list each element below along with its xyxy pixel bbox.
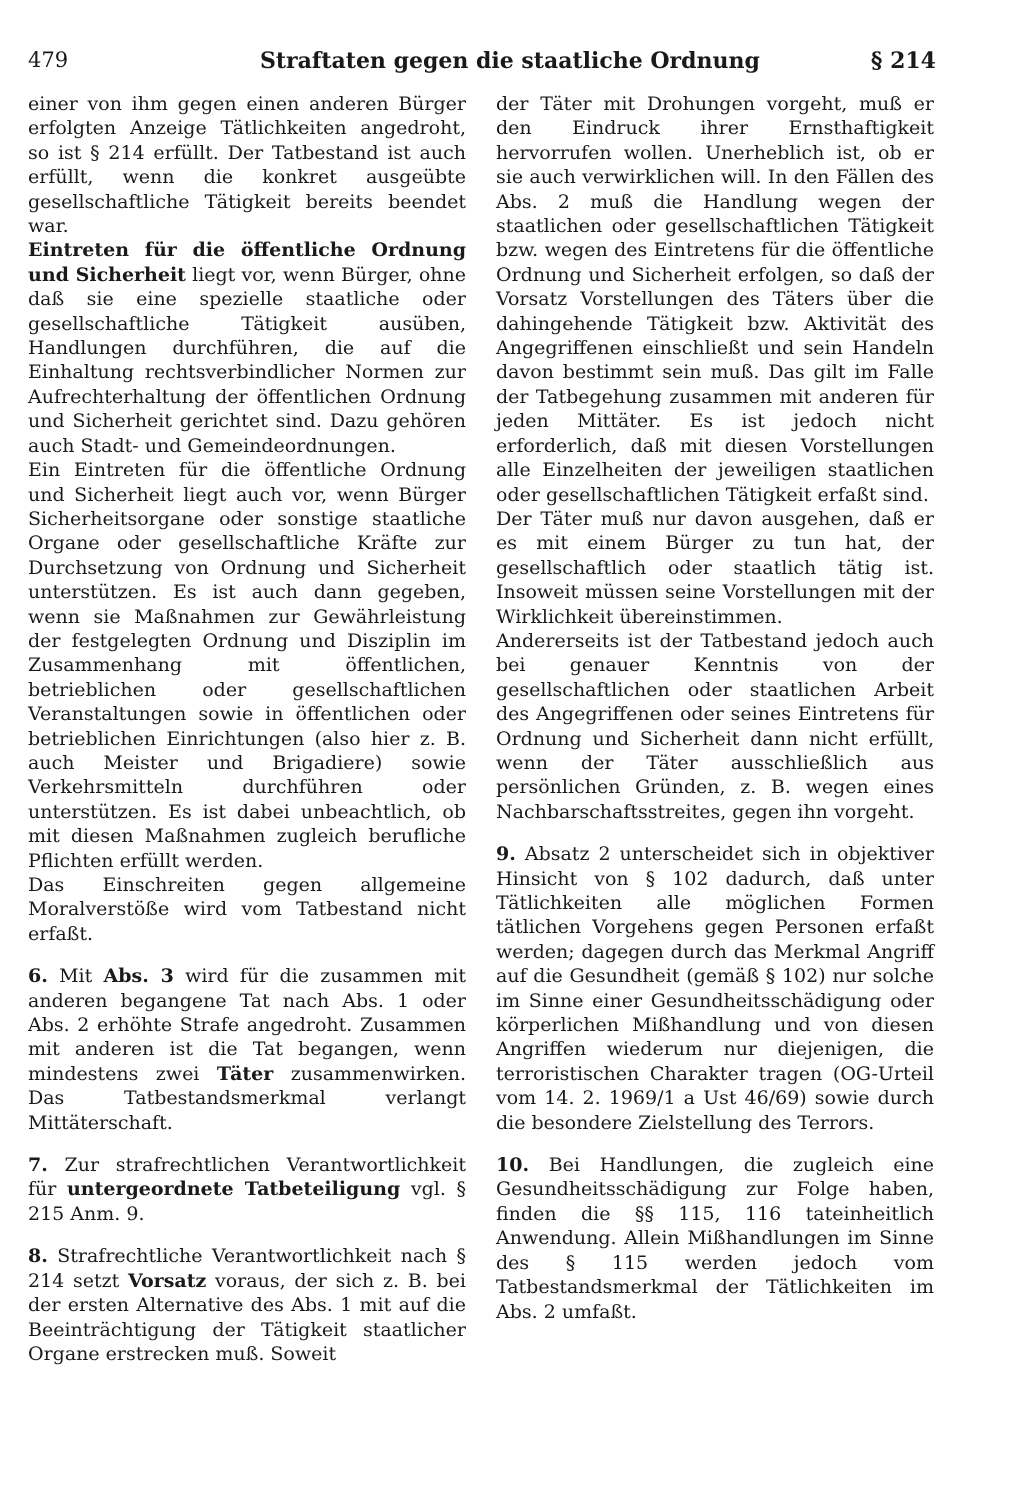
bold-term: Abs. 3 xyxy=(103,965,174,988)
paragraph: Der Täter muß nur davon ausgehen, daß er es mit einem Bürger zu tun hat, der gesellschaftlich oder staatlich tätig ist. Insoweit müssen seine Vorstellungen mit der Wirklichkeit übereinstimmen. xyxy=(496,507,934,628)
page-number: 479 xyxy=(28,48,69,72)
section-number: § 214 xyxy=(870,48,936,74)
annotation-text: Absatz 2 unterscheidet sich in objektiver Hinsicht von § 102 dadurch, daß unter Tätlichkeiten alle möglichen Formen tätlichen Vorgehens gegen Personen erfaßt werden; dagegen durch das Merkmal Angriff auf die Gesundheit (gemäß § 102) nur solche im Sinne einer Gesundheitsschädigung oder körperlichen Mißhandlung und von diesen Angriffen wiederum nur diejenigen, die terroristischen Charakter tragen (OG-Urteil vom 14. 2. 1969/1 a Ust 46/69) sowie durch die besondere Zielstellung des Terrors. xyxy=(496,843,934,1134)
annotation-text: Strafrechtliche Verantwortlichkeit nach § 214 setzt xyxy=(28,1245,466,1292)
annotation-text: voraus, der sich z. B. bei der ersten Alternative des Abs. 1 mit auf die Beeinträchtigung der Tätigkeit staatlicher Organe erstrecken muß. Soweit xyxy=(28,1269,467,1365)
annotation-text: Zur strafrechtlichen Verantwortlichkeit für xyxy=(28,1154,466,1201)
annotation-7 xyxy=(28,1153,466,1226)
document-page xyxy=(28,40,936,1480)
paragraph: einer von ihm gegen einen anderen Bürger erfolgten Anzeige Tätlichkeiten angedroht, so ist § 214 erfüllt. Der Tatbestand ist auch erfüllt, wenn die konkret ausgeübte gesellschaftliche Tätigkeit bereits beendet war. xyxy=(28,93,466,238)
annotation-number: 8. xyxy=(28,1245,48,1268)
paragraph: der Täter mit Drohungen vorgeht, muß er den Eindruck ihrer Ernsthaftigkeit hervorrufen wollen. Unerheblich ist, ob er sie auch verwirklichen will. In den Fällen des Abs. 2 muß die Handlung wegen der staatlichen oder gesellschaftlichen Tätigkeit bzw. wegen des Eintretens für die öffentliche Ordnung und Sicherheit erfolgen, so daß der Vorsatz Vorstellungen des Täters über die dahingehende Tätigkeit bzw. Aktivität des Angegriffenen einschließt und sein Handeln davon bestimmt sein muß. Das gilt im Falle der Tatbegehung zusammen mit anderen für jeden Mittäter. Es ist jedoch nicht erforderlich, daß mit diesen Vorstellungen alle Einzelheiten der jeweiligen staatlichen oder gesellschaftlichen Tätigkeit erfaßt sind. xyxy=(496,93,934,506)
annotation-number: 7. xyxy=(28,1154,48,1177)
annotation-number: 9. xyxy=(496,843,516,866)
annotation-text: Bei Handlungen, die zugleich eine Gesundheitsschädigung zur Folge haben, finden die §§ 115, 116 tateinheitlich Anwendung. Allein Mißhandlungen im Sinne des § 115 werden jedoch vom Tatbestandsmerkmal der Tätlichkeiten im Abs. 2 umfaßt. xyxy=(496,1154,934,1323)
annotation-8 xyxy=(28,1244,466,1366)
left-column xyxy=(28,92,466,1366)
paragraph xyxy=(28,238,466,458)
paragraph: Andererseits ist der Tatbestand jedoch auch bei genauer Kenntnis von der gesellschaftlichen oder staatlichen Arbeit des Angegriffenen oder seines Eintretens für Ordnung und Sicherheit dann nicht erfüllt, wenn der Täter ausschließlich aus persönlichen Gründen, z. B. wegen eines Nachbarschaftsstreites, gegen ihn vorgeht. xyxy=(496,629,934,823)
bold-term: Täter xyxy=(216,1062,274,1085)
running-header xyxy=(28,40,936,80)
paragraph: Das Einschreiten gegen allgemeine Moralverstöße wird vom Tatbestand nicht erfaßt. xyxy=(28,874,466,945)
bold-term: untergeordnete Tatbeteiligung xyxy=(66,1178,401,1201)
bold-term: Vorsatz xyxy=(128,1269,207,1292)
annotation-6 xyxy=(28,964,466,1135)
annotation-number: 10. xyxy=(496,1154,530,1177)
annotation-9 xyxy=(496,842,934,1135)
annotation-number: 6. xyxy=(28,965,48,988)
paragraph-text: liegt vor, wenn Bürger, ohne daß sie eine spezielle staatliche oder gesellschaftliche Tätigkeit ausüben, Handlungen durchführen, die auf die Einhaltung rechtsverbindlicher Normen zur Aufrechterhaltung der öffentlichen Ordnung und Sicherheit gerichtet sind. Dazu gehören auch Stadt- und Gemeindeordnungen. xyxy=(28,263,466,457)
chapter-title: Straftaten gegen die staatliche Ordnung xyxy=(260,48,760,74)
annotation-10 xyxy=(496,1153,934,1324)
bold-term: Eintreten für die öffentliche Ordnung und Sicherheit xyxy=(28,239,466,286)
annotation-text: zusammenwirken. Das Tatbestandsmerkmal verlangt Mittäterschaft. xyxy=(28,1062,466,1134)
annotation-text: vgl. § 215 Anm. 9. xyxy=(28,1178,466,1225)
annotation-text: Mit xyxy=(47,965,104,988)
annotation-text: wird für die zusammen mit anderen begangene Tat nach Abs. 1 oder Abs. 2 erhöhte Strafe angedroht. Zusammen mit anderen ist die Tat begangen, wenn mindestens zwei xyxy=(28,965,467,1085)
right-column xyxy=(496,92,934,1324)
paragraph: Ein Eintreten für die öffentliche Ordnung und Sicherheit liegt auch vor, wenn Bürger Sicherheitsorgane oder sonstige staatliche Organe oder gesellschaftliche Kräfte zur Durchsetzung von Ordnung und Sicherheit unterstützen. Es ist auch dann gegeben, wenn sie Maßnahmen zur Gewährleistung der festgelegten Ordnung und Disziplin im Zusammenhang mit öffentlichen, betrieblichen oder gesellschaftlichen Veranstaltungen sowie in öffentlichen oder betrieblichen Einrichtungen (also hier z. B. auch Meister und Brigadiere) sowie Verkehrsmitteln durchführen oder unterstützen. Es ist dabei unbeachtlich, ob mit diesen Maßnahmen zugleich berufliche Pflichten erfüllt werden. xyxy=(28,459,466,872)
